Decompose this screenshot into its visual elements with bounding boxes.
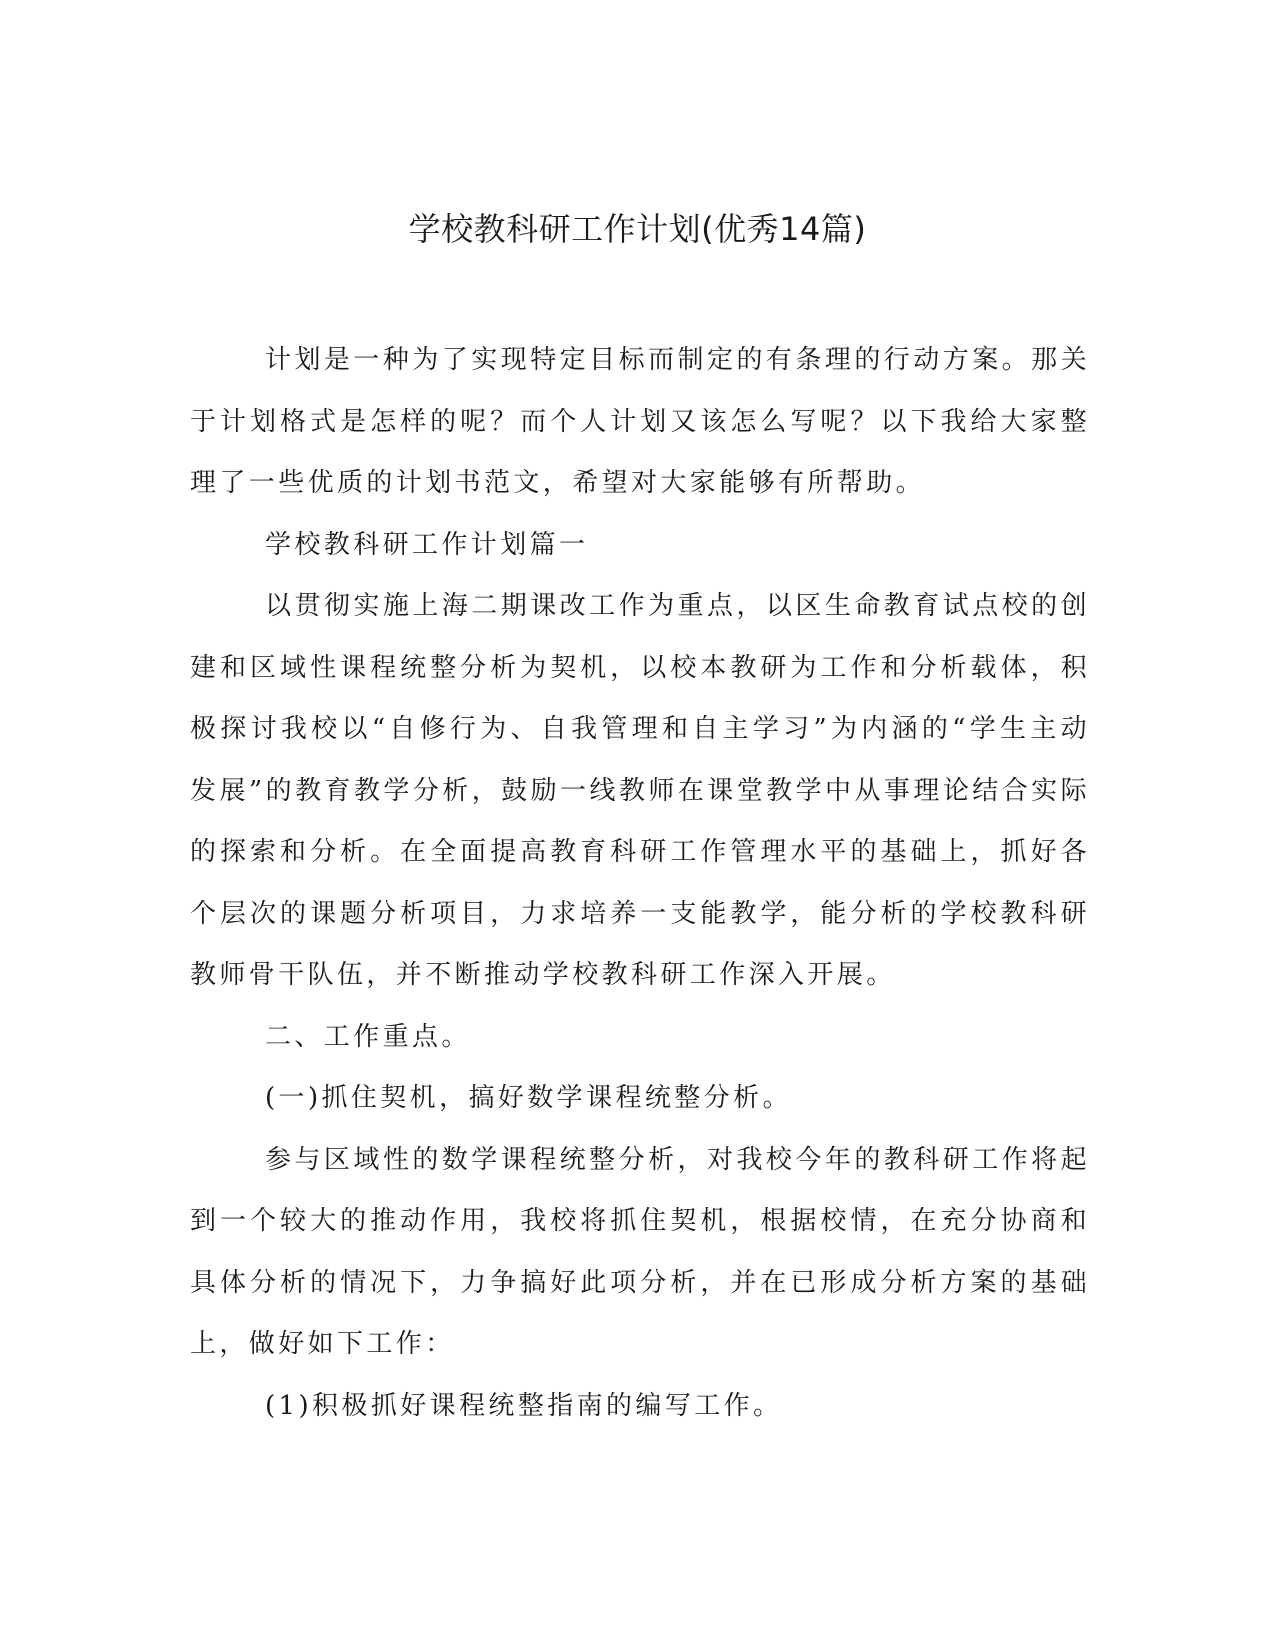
paragraph-guiding-idea: 以贯彻实施上海二期课改工作为重点，以区生命教育试点校的创建和区域性课程统整分析为契机，以校本教研为工作和分析载体，积极探讨我校以“自修行为、自我管理和自主学习”为内涵的“学生主动发展”的教育教学分析，鼓励一线教师在课堂教学中从事理论结合实际的探索和分析。在全面提高教育科研工作管理水平的基础上，抓好各个层次的课题分析项目，力求培养一支能教学，能分析的学校教科研教师骨干队伍，并不断推动学校教科研工作深入开展。 — [190, 591, 1090, 990]
section-heading-work-focus: 二、工作重点。 — [265, 1021, 471, 1052]
subheading-item-one: (一)抓住契机，搞好数学课程统整分析。 — [265, 1083, 792, 1113]
list-item-1: (1)积极抓好课程统整指南的编写工作。 — [265, 1390, 783, 1421]
document-title: 学校教科研工作计划(优秀14篇) — [408, 210, 867, 248]
document-body — [190, 330, 1090, 1437]
section-heading-plan-one: 学校教科研工作计划篇一 — [265, 529, 589, 560]
paragraph-intro: 计划是一种为了实现特定目标而制定的有条理的行动方案。那关于计划格式是怎样的呢？而个人计划又该怎么写呢？以下我给大家整理了一些优质的计划书范文，希望对大家能够有所帮助。 — [190, 345, 1090, 498]
paragraph-curriculum-integration: 参与区域性的数学课程统整分析，对我校今年的教科研工作将起到一个较大的推动作用，我校将抓住契机，根据校情，在充分协商和具体分析的情况下，力争搞好此项分析，并在已形成分析方案的基础上，做好如下工作： — [190, 1144, 1090, 1359]
